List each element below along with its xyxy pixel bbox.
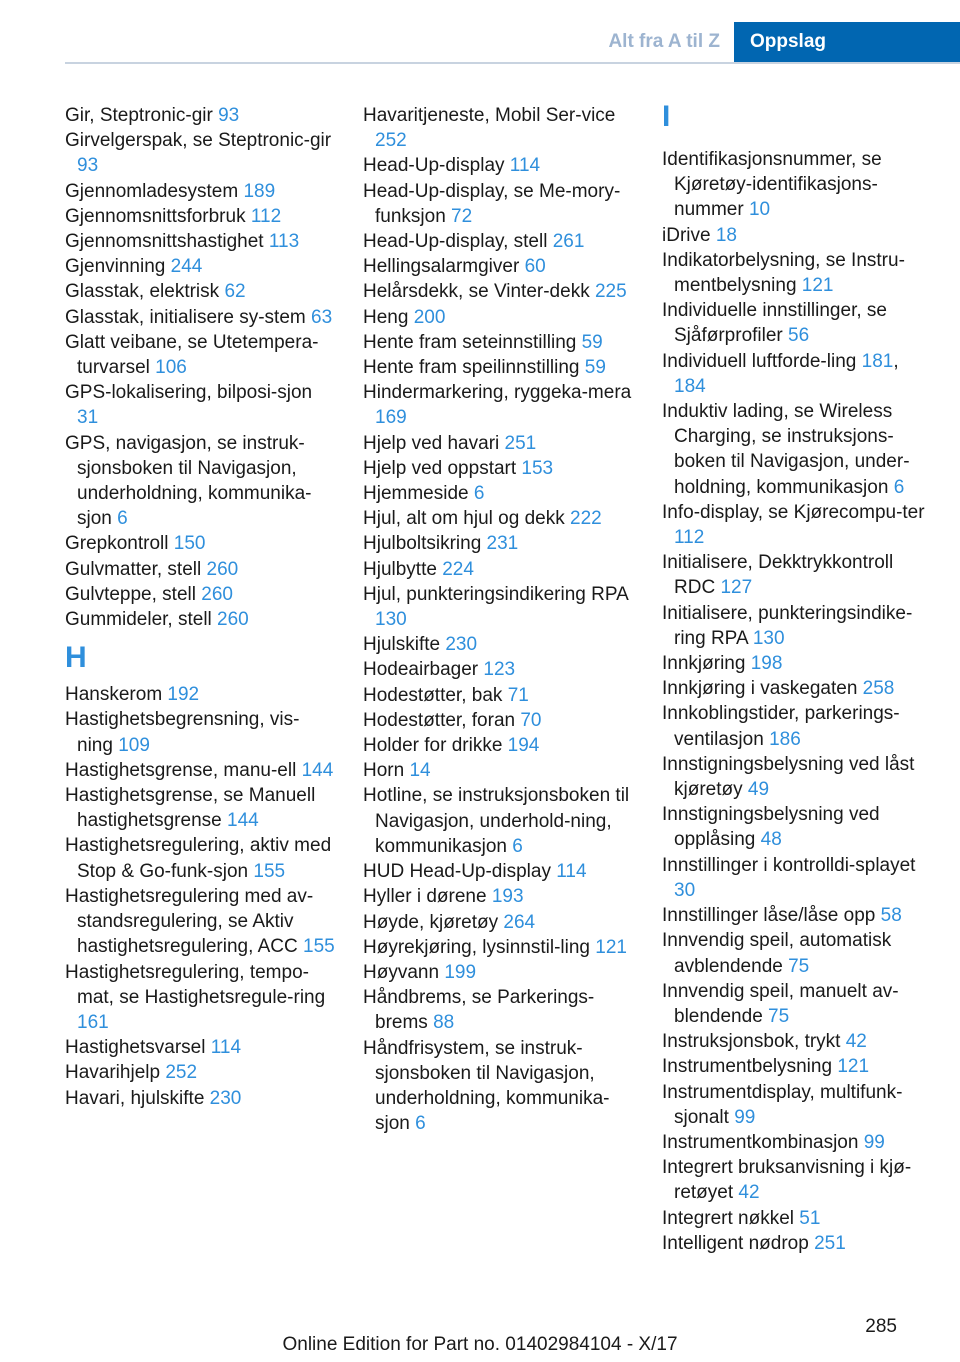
index-column-2 [363,103,633,1136]
index-term: Håndfrisystem, se instruk-sjonsboken til Navigasjon, underholdning, kommunika-sjon [363,1037,610,1135]
index-entry [65,330,335,380]
index-entry [65,884,335,960]
index-term: Innkjøring i vaskegaten [662,678,863,700]
index-term: Innstigningsbelysning ved låst kjøretøy [662,753,915,801]
page-link[interactable]: 59 [581,331,603,353]
index-term: Hjulboltsikring [363,533,487,555]
page-link[interactable]: 261 [552,231,585,253]
index-entry [662,1130,932,1155]
page-link[interactable]: 121 [801,275,834,297]
index-entry [662,550,932,600]
index-term: Glasstak, initialisere sy-stem [65,306,312,328]
index-term: Intelligent nødrop [662,1232,815,1254]
index-term: Heng [363,306,414,328]
page-link[interactable]: 42 [845,1031,867,1053]
page-link[interactable]: 225 [594,281,627,303]
index-entry [65,833,335,883]
page-link[interactable]: 14 [409,760,431,782]
index-term: Gulvmatter, stell [65,558,207,580]
page-link[interactable]: 60 [524,256,546,278]
page-link[interactable]: 72 [451,205,473,227]
index-entry [65,1035,335,1060]
index-term: Hjelp ved havari [363,432,505,454]
page-link[interactable]: 260 [206,558,239,580]
index-entry [65,1086,335,1111]
page-link[interactable]: 18 [715,224,737,246]
index-entry [363,733,633,758]
index-term: Instruksjonsbok, trykt [662,1031,846,1053]
index-entry [363,632,633,657]
index-term: Innvendig speil, manuelt av-blendende [662,980,899,1027]
index-entry [363,279,633,304]
page-number: 285 [865,1316,897,1337]
index-entry [662,1206,932,1231]
index-term: Hjemmeside [363,483,474,505]
index-entry [65,707,335,757]
index-entry [65,229,335,254]
page-link[interactable]: 244 [170,256,203,278]
page-link[interactable]: 63 [311,306,333,328]
page-link[interactable]: 127 [720,577,753,599]
index-entry [65,431,335,532]
page-link[interactable]: 112 [250,205,282,227]
page-link[interactable]: 6 [512,835,523,857]
index-term: Hotline, se instruksjonsboken til Navigasjon, underhold-ning, kommunikasjon [363,785,630,857]
index-entry [65,380,335,430]
page-link[interactable]: 194 [507,735,540,757]
index-entry [363,179,633,229]
index-entry [662,147,932,223]
index-entry [662,802,932,852]
page-link[interactable]: 199 [444,961,477,983]
header-section-title: Alt fra A til Z [608,31,720,52]
index-term: Høyvann [363,961,445,983]
index-entry [662,752,932,802]
index-term: Instrumentdisplay, multifunk-sjonalt [662,1081,903,1128]
index-entry [363,305,633,330]
page-link[interactable]: 264 [503,911,536,933]
page-link[interactable]: 48 [760,829,782,851]
page-link[interactable]: 112 [674,527,705,549]
index-term: GPS-lokalisering, bilposi-sjon [65,382,313,404]
index-term: Grepkontroll [65,533,174,555]
index-term: Håndbrems, se Parkerings-brems [363,987,595,1034]
page-link[interactable]: 224 [442,558,474,580]
index-term: Hjul, alt om hjul og dekk [363,508,570,530]
index-term: Hodeairbager [363,659,484,681]
index-term: Hastighetsregulering, tempo-mat, se Hastighetsregule-ring [65,961,326,1008]
index-term: Glasstak, elektrisk [65,281,225,303]
page-link[interactable]: 75 [788,955,810,977]
index-term: GPS, navigasjon, se instruk-sjonsboken til Navigasjon, underholdning, kommunika-sjon [65,432,312,530]
index-entry [662,500,932,550]
page-link[interactable]: 252 [165,1062,198,1084]
page-link[interactable]: 193 [491,886,524,908]
page-link[interactable]: 186 [769,728,801,750]
index-entry: Individuell luftforde-ling 181, 184 [662,350,899,397]
page-link[interactable]: 231 [486,533,519,555]
index-term: Head-Up-display, se Me-mory-funksjon [363,180,621,227]
index-entry [363,254,633,279]
page-link[interactable]: 200 [413,306,446,328]
index-entry [65,103,335,128]
page-link[interactable]: 10 [748,199,771,221]
page-link[interactable]: 31 [77,407,99,429]
index-entry [662,1155,932,1205]
page-link[interactable]: 51 [799,1207,821,1229]
index-entry [363,683,633,708]
index-term: Holder for drikke [363,735,508,757]
index-term: Hyller i dørene [363,886,492,908]
index-entry [363,431,633,456]
index-entry [65,279,335,304]
index-entry [662,651,932,676]
index-term: Havarihjelp [65,1062,166,1084]
index-term: Hastighetsbegrensning, vis-ning [65,709,300,756]
index-term: Havaritjeneste, Mobil Ser-vice [363,105,616,126]
page-link[interactable]: 49 [747,779,770,801]
index-entry [363,557,633,582]
index-entry [662,1029,932,1054]
section-letter: H [65,641,87,675]
index-term: Hodestøtter, foran [363,709,521,731]
index-term: Gjennomsnittshastighet [65,231,269,253]
index-entry [662,979,932,1029]
index-entry [662,1054,932,1079]
index-term: Gjennomladesystem [65,180,244,202]
index-term: Innstillinger i kontrolldi-splayet [662,854,916,876]
index-term: Hanskerom [65,684,168,706]
index-entry [65,204,335,229]
header-rule [65,62,960,64]
index-entry [65,582,335,607]
page-link[interactable]: 230 [445,634,478,656]
page-link[interactable]: 6 [473,483,485,505]
page-link[interactable]: 75 [768,1005,790,1027]
page-link[interactable]: 106 [155,357,187,379]
index-term: Induktiv lading, se Wireless Charging, se instruksjons-boken til Navigasjon, under-holdning, kommunikasjon [662,401,910,498]
page-link[interactable]: 70 [520,709,542,731]
index-entry [363,884,633,909]
page-link[interactable]: 88 [433,1012,455,1034]
index-term: Identifikasjonsnummer, se Kjøretøy-identifikasjons-nummer [662,149,882,221]
index-term: Hastighetsregulering med av-standsregulering, se Aktiv hastighetsregulering, ACC [65,885,314,958]
index-entry [662,853,932,903]
page-link[interactable]: 260 [201,583,233,605]
index-entry [662,223,932,248]
index-entry [363,153,633,178]
index-term: Initialisere, Dekktrykkontroll RDC [662,552,894,599]
page-link[interactable]: 62 [224,281,246,303]
page-link[interactable]: 189 [243,180,276,202]
index-term: Hjelp ved oppstart [363,457,522,479]
index-entry [65,1060,335,1085]
page-link[interactable]: 113 [268,231,300,253]
index-entry [363,582,633,632]
index-term: Hindermarkering, ryggeka-mera [363,382,632,404]
index-entry [662,676,932,701]
index-entry [65,557,335,582]
page-link[interactable]: 252 [375,130,407,152]
index-entry [363,910,633,935]
index-entry [662,928,932,978]
page-link[interactable]: 71 [507,684,529,706]
page-link[interactable]: 114 [556,861,587,883]
index-term: Høyrekjøring, lysinnstil-ling [363,936,596,958]
index-entry [363,708,633,733]
index-term: Innkjøring [662,653,751,675]
index-entry [65,179,335,204]
page-link[interactable]: 153 [521,457,554,479]
index-term: Girvelgerspak, se Steptronic-gir [65,130,332,152]
index-entry [363,985,633,1035]
page-link[interactable]: 123 [483,659,516,681]
page-link[interactable]: 114 [509,155,541,177]
index-entry [65,305,335,330]
page-link[interactable]: 121 [595,936,627,958]
page-link[interactable]: 251 [504,432,537,454]
page-link[interactable]: 109 [118,734,150,756]
page-link[interactable]: 198 [750,653,783,675]
index-term: Horn [363,760,410,782]
page-link[interactable]: 93 [77,155,99,177]
index-entry [662,248,932,298]
index-term: Hjulbytte [363,558,443,580]
index-column-3 [662,100,932,1256]
index-term: Head-Up-display [363,155,510,177]
index-entry [363,103,633,153]
index-term: Integrert bruksanvisning i kjø-retøyet [662,1157,912,1204]
index-term: Hastighetsgrense, se Manuell hastighetsgrense [65,785,316,832]
page-link[interactable]: 192 [167,684,200,706]
index-term: Havari, hjulskifte [65,1087,210,1109]
page-link[interactable]: 169 [375,407,407,429]
index-entry [65,531,335,556]
index-entry [363,1036,633,1137]
index-term: Høyde, kjøretøy [363,911,504,933]
index-term: Integrert nøkkel [662,1207,800,1229]
page-link[interactable]: 260 [217,609,249,631]
page-link[interactable]: 99 [863,1131,885,1153]
index-entry [363,506,633,531]
index-entry [363,935,633,960]
index-entry [662,399,932,500]
index-entry [363,531,633,556]
index-term: Hastighetsgrense, manu-ell [65,759,302,781]
index-column-1 [65,103,335,1111]
index-term: Individuell luftforde-ling [662,350,862,372]
index-term: Gjenvinning [65,256,171,278]
index-term: Instrumentkombinasjon [662,1131,864,1153]
index-term: iDrive [662,224,716,246]
index-entry [363,657,633,682]
index-term: Info-display, se Kjørecompu-ter [662,501,925,523]
index-term: Hastighetsvarsel [65,1037,211,1059]
index-term: Gjennomsnittsforbruk [65,205,251,227]
footer-edition: Online Edition for Part no. 01402984104 - X/17 [282,1334,678,1355]
page-link[interactable]: 121 [837,1056,870,1078]
index-entry [662,298,932,348]
page-link[interactable]: 6 [893,476,905,498]
index-term: Gummideler, stell [65,609,218,631]
header-tab: Oppslag [734,22,960,62]
page-link[interactable]: 150 [173,533,206,555]
index-term: Hente fram seteinnstilling [363,331,582,353]
index-term: Helårsdekk, se Vinter-dekk [363,281,595,303]
page-link[interactable]: 230 [209,1087,242,1109]
page-link[interactable]: 130 [375,609,407,631]
index-entry [363,355,633,380]
index-term: Hjulskifte [363,634,446,656]
index-entry [363,960,633,985]
index-entry [363,783,633,859]
page-link[interactable]: 258 [862,678,895,700]
index-term: Gulvteppe, stell [65,583,202,605]
index-entry [363,229,633,254]
page-link[interactable]: 155 [303,936,335,958]
page-link[interactable]: 130 [752,627,785,649]
page-link[interactable]: 161 [77,1011,109,1033]
page-link[interactable]: 42 [738,1182,760,1204]
index-term: Indikatorbelysning, se Instru-mentbelysning [662,249,905,297]
page-link[interactable]: 251 [814,1232,846,1254]
page-link[interactable]: 222 [570,508,602,530]
page-link[interactable]: 30 [674,879,696,901]
index-term: Hastighetsregulering, aktiv med Stop & Go-funk-sjon [65,835,332,882]
index-term: Innstillinger låse/låse opp [662,905,881,927]
page-link[interactable]: 6 [415,1113,426,1135]
index-entry [662,1080,932,1130]
index-entry [65,783,335,833]
page-link[interactable]: 114 [210,1037,242,1059]
index-entry [65,607,335,632]
index-term: Initialisere, punkteringsindike-ring RPA [662,602,913,649]
index-term: Glatt veibane, se Utetempera-turvarsel [65,331,319,379]
page-link[interactable]: 144 [227,810,259,832]
index-term: Innkoblingstider, parkerings-ventilasjon [662,703,900,750]
index-entry [65,960,335,1036]
index-term: Hodestøtter, bak [363,684,508,706]
page-link[interactable]: 99 [734,1106,756,1128]
index-entry [363,330,633,355]
index-entry [363,456,633,481]
index-term: Individuelle innstillinger, se Sjåførprofiler [662,300,887,347]
index-term: HUD Head-Up-display [363,861,557,883]
index-entry [662,701,932,751]
index-term: Innvendig speil, automatisk avblendende [662,930,892,977]
index-entry [662,601,932,651]
index-term: Hente fram speilinnstilling [363,357,585,379]
index-term: Gir, Steptronic-gir [65,105,219,126]
index-entry [65,128,335,178]
index-term: Innstigningsbelysning ved opplåsing [662,804,880,851]
page-link[interactable]: 58 [880,905,902,927]
index-entry [65,758,335,783]
page-link[interactable]: 6 [117,508,128,530]
index-entry [363,859,633,884]
section-letter: I [662,100,671,133]
index-term: Head-Up-display, stell [363,231,553,253]
index-entry [662,903,932,928]
index-entry [65,254,335,279]
page-link[interactable]: 56 [788,325,810,347]
index-entry [363,481,633,506]
page-link[interactable]: 59 [584,357,606,379]
index-entry [662,1231,932,1256]
index-entry [363,380,633,430]
index-entry [65,682,335,707]
page-link[interactable]: 93 [218,105,240,126]
page-link[interactable]: 184 [674,375,706,397]
page-link[interactable]: 144 [301,759,334,781]
index-term: Hjul, punkteringsindikering RPA [363,583,628,605]
page-link[interactable]: 181 [861,350,894,372]
index-term: Instrumentbelysning [662,1056,838,1078]
index-entry [363,758,633,783]
page-link[interactable]: 155 [253,860,286,882]
index-term: Hellingsalarmgiver [363,256,525,278]
